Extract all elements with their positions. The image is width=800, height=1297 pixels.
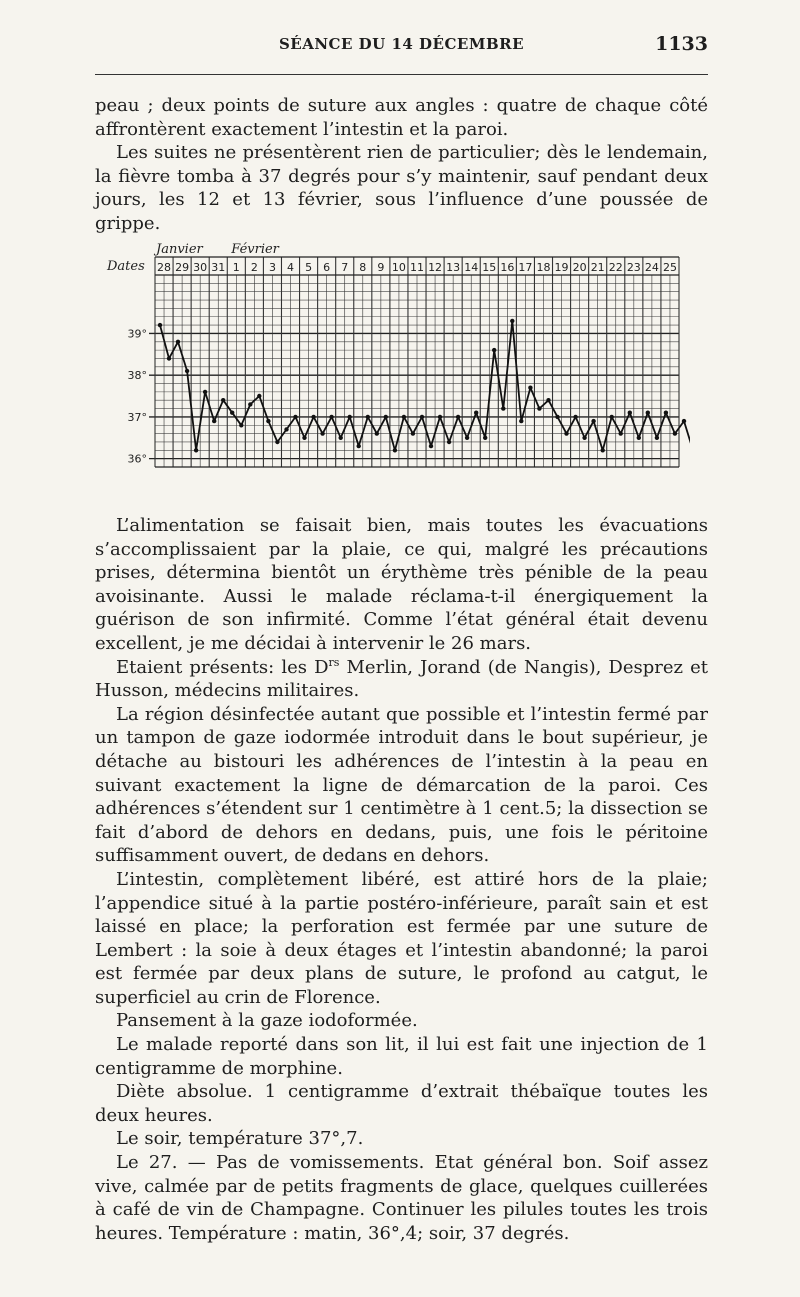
temperature-point: [311, 415, 315, 419]
temperature-point: [456, 415, 460, 419]
temperature-point: [519, 419, 523, 423]
date-label: 24: [644, 261, 659, 274]
date-label: 25: [662, 261, 677, 274]
date-label: 6: [323, 261, 331, 274]
temperature-point: [646, 411, 650, 415]
y-tick-label: 36°: [127, 452, 147, 466]
temperature-point: [293, 415, 297, 419]
temperature-point: [546, 398, 550, 402]
date-label: 29: [175, 261, 190, 274]
temperature-point: [619, 431, 623, 435]
temperature-point: [447, 440, 451, 444]
date-label: 10: [391, 261, 406, 274]
header-rule: [95, 74, 708, 75]
temperature-point: [266, 419, 270, 423]
temperature-point: [628, 411, 632, 415]
date-label: 17: [518, 261, 533, 274]
temperature-point: [465, 436, 469, 440]
temperature-point: [384, 415, 388, 419]
temperature-point: [483, 436, 487, 440]
temperature-point: [194, 448, 198, 452]
temperature-point: [167, 356, 171, 360]
temperature-point: [411, 431, 415, 435]
temperature-point: [221, 398, 225, 402]
date-label: 7: [341, 261, 349, 274]
temperature-point: [275, 440, 279, 444]
paragraph: Le soir, température 37°,7.: [116, 1128, 364, 1150]
month-label-janvier: Janvier: [156, 242, 203, 257]
date-label: 4: [287, 261, 295, 274]
bottom-text: [95, 514, 708, 1245]
temperature-point: [302, 436, 306, 440]
paragraph: L’intestin, complètement libéré, est attiré hors de la plaie; l’appendice situé à la partie postéro-inférieure, paraît sain et est laissé en place; la perforation est fermée par une suture de Lembert : la soie à deux étages et l’intestin abandonné; la paroi est fermée par deux plans de suture, le profond au catgut, le superficiel au crin de Florence.: [95, 868, 708, 1008]
paragraph: Le malade reporté dans son lit, il lui est fait une injection de 1 centigramme de morphine.: [95, 1034, 708, 1079]
temperature-point: [429, 444, 433, 448]
date-label: 28: [157, 261, 172, 274]
temperature-point: [366, 415, 370, 419]
y-tick-label: 37°: [127, 410, 147, 424]
date-label: 19: [554, 261, 569, 274]
temperature-point: [357, 444, 361, 448]
date-label: 22: [608, 261, 623, 274]
presents-before: Etaient présents: les D: [116, 656, 329, 678]
temperature-point: [637, 436, 641, 440]
date-label: 2: [250, 261, 258, 274]
temperature-point: [257, 394, 261, 398]
temperature-point: [402, 415, 406, 419]
temperature-point: [239, 423, 243, 427]
date-label: 15: [482, 261, 497, 274]
date-label: 31: [211, 261, 226, 274]
date-label: 5: [305, 261, 313, 274]
temperature-point: [339, 436, 343, 440]
temperature-point: [329, 415, 333, 419]
temperature-point: [601, 448, 605, 452]
running-head: SÉANCE DU 14 DÉCEMBRE: [278, 35, 525, 53]
temperature-point: [492, 348, 496, 352]
y-tick-label: 38°: [127, 369, 147, 383]
date-label: 16: [500, 261, 515, 274]
temperature-point: [510, 319, 514, 323]
paragraph: Diète absolue. 1 centigramme d’extrait thébaïque toutes les deux heures.: [95, 1081, 708, 1126]
temperature-point: [591, 419, 595, 423]
temperature-point: [393, 448, 397, 452]
temperature-point: [682, 419, 686, 423]
temperature-point: [573, 415, 577, 419]
temperature-point: [230, 411, 234, 415]
page-number: 1133: [655, 33, 708, 55]
row-label-dates: Dates: [107, 259, 145, 274]
date-label: 12: [428, 261, 443, 274]
temperature-point: [673, 431, 677, 435]
paragraph: La région désinfectée autant que possible et l’intestin fermé par un tampon de gaze iodormée introduit dans le bout supérieur, je détache au bistouri les adhérences de l’intestin à la peau en suivant exactement la ligne de démarcation de la paroi. Ces adhérences s’étendent sur 1 centimètre à 1 cent.5; la dissection se fait d’abord de dehors en dedans, puis, une fois le péritoine suffisamment ouvert, de dedans en dehors.: [95, 703, 708, 867]
temperature-point: [610, 415, 614, 419]
temperature-point: [212, 419, 216, 423]
paragraph: peau ; deux points de suture aux angles : quatre de chaque côté affrontèrent exactement l’intestin et la paroi.: [95, 95, 708, 140]
temperature-chart: [105, 235, 690, 480]
temperature-point: [203, 390, 207, 394]
date-label: 23: [626, 261, 641, 274]
temperature-point: [248, 402, 252, 406]
date-label: 18: [536, 261, 551, 274]
presents-sup: rs: [328, 655, 340, 669]
date-label: 1: [232, 261, 240, 274]
temperature-point: [420, 415, 424, 419]
temperature-line: [160, 321, 690, 450]
temperature-point: [564, 431, 568, 435]
date-label: 21: [590, 261, 605, 274]
temperature-point: [375, 431, 379, 435]
date-label: 20: [572, 261, 587, 274]
paragraph: Pansement à la gaze iodoformée.: [116, 1010, 418, 1032]
temperature-point: [582, 436, 586, 440]
temperature-point: [185, 369, 189, 373]
temperature-point: [438, 415, 442, 419]
presents-after: Merlin, Jorand (de Nangis), Desprez et Husson, médecins militaires.: [95, 656, 708, 702]
temperature-point: [176, 340, 180, 344]
date-label: 14: [464, 261, 479, 274]
temperature-point: [501, 406, 505, 410]
date-label: 9: [377, 261, 385, 274]
date-label: 8: [359, 261, 367, 274]
paragraph: Les suites ne présentèrent rien de particulier; dès le lendemain, la fièvre tomba à 37 degrés pour s’y maintenir, sauf pendant deux jours, les 12 et 13 février, sous l’influence d’une poussée de grippe.: [95, 142, 708, 234]
date-label: 3: [268, 261, 276, 274]
temperature-point: [655, 436, 659, 440]
paragraph: Le 27. — Pas de vomissements. Etat général bon. Soif assez vive, calmée par de petits fragments de glace, quelques cuillerées à café de vin de Champagne. Continuer les pilules toutes les trois heures. Température : matin, 36°,4; soir, 37 degrés.: [95, 1152, 708, 1244]
month-label-fevrier: Février: [231, 242, 279, 257]
date-label: 11: [410, 261, 424, 274]
temperature-point: [158, 323, 162, 327]
top-text: [95, 94, 708, 236]
temperature-point: [320, 431, 324, 435]
temperature-point: [664, 411, 668, 415]
temperature-point: [348, 415, 352, 419]
temperature-point: [537, 406, 541, 410]
y-tick-label: 39°: [127, 327, 147, 341]
temperature-chart-svg: [105, 235, 690, 480]
temperature-point: [284, 427, 288, 431]
temperature-point: [528, 386, 532, 390]
paragraph: L’alimentation se faisait bien, mais toutes les évacuations s’accomplissaient par la plaie, ce qui, malgré les précautions prises, détermina bientôt un érythème très pénible de la peau avoisinante. Aussi le malade réclama-t-il énergiquement la guérison de son infirmité. Comme l’état général était devenu excellent, je me décidai à intervenir le 26 mars.: [95, 515, 708, 654]
page-header: [95, 33, 708, 61]
temperature-point: [474, 411, 478, 415]
date-label: 30: [193, 261, 208, 274]
temperature-point: [555, 415, 559, 419]
paragraph-presents: [95, 656, 708, 703]
date-label: 13: [446, 261, 461, 274]
